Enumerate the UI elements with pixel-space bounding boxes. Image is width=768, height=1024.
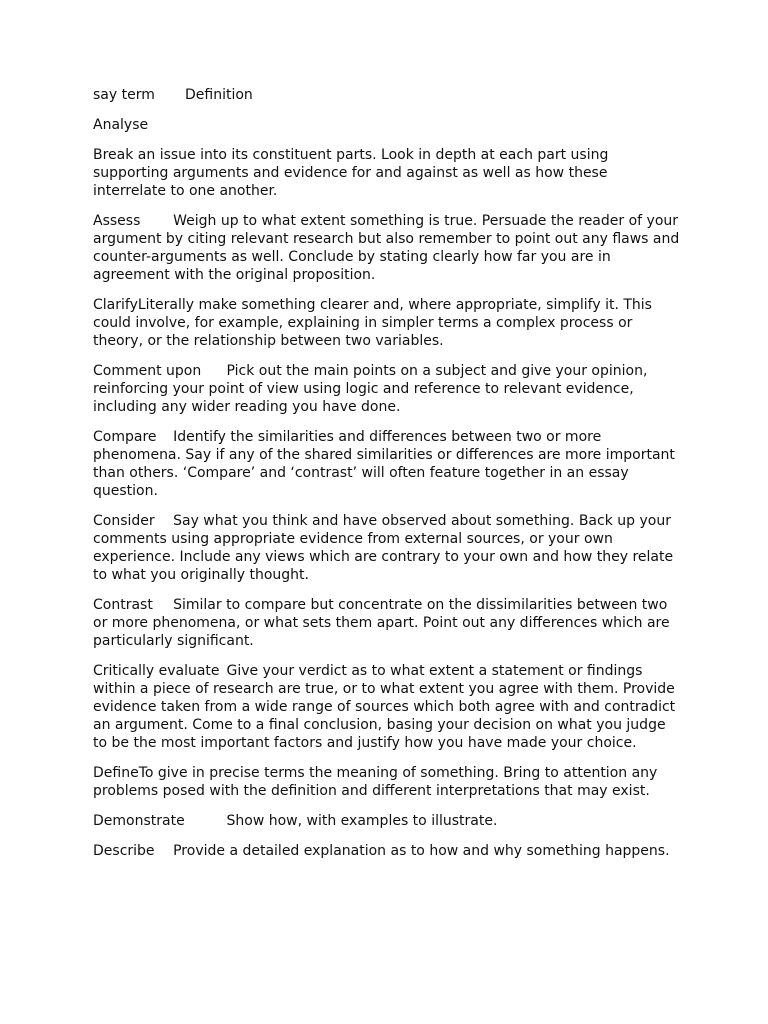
header-definition-label: Definition [185,87,253,103]
paragraph-analyse-definition: Break an issue into its constituent parts. Look in depth at each part using supporting arguments and evidence for and against as well as how these interrelate to one another. [93,147,613,199]
document-page [93,86,683,872]
paragraph-describe: Describe Provide a detailed explanation as to how and why something happens. [93,843,670,859]
header-row [93,86,683,104]
paragraph-define: DefineTo give in precise terms the meaning of something. Bring to attention any problems posed with the definition and different interpretations that may exist. [93,765,662,799]
paragraph-compare: Compare Identify the similarities and differences between two or more phenomena. Say if any of the shared similarities or differences are more important than others. ‘Compare’ and ‘contrast’ will often feature together in an essay question. [93,429,680,499]
paragraph-assess: Assess Weigh up to what extent something is true. Persuade the reader of your argument by citing relevant research but also remember to point out any flaws and counter-arguments as well. Conclude by stating clearly how far you are in agreement with the original proposition. [93,213,684,283]
paragraph-clarify: ClarifyLiterally make something clearer and, where appropriate, simplify it. This could involve, for example, explaining in simpler terms a complex process or theory, or the relationship between two variables. [93,297,657,349]
paragraph-critically-evaluate: Critically evaluate Give your verdict as to what extent a statement or findings within a piece of research are true, or to what extent you agree with them. Provide evidence taken from a wide range of sources which both agree with and contradict an argument. Come to a final conclusion, basing your decision on what you judge to be the most important factors and justify how you have made your choice. [93,663,680,751]
header-term-label: say term [93,87,155,103]
paragraph-contrast: Contrast Similar to compare but concentrate on the dissimilarities between two or more phenomena, or what sets them apart. Point out any differences which are particularly significant. [93,597,675,649]
paragraph-analyse: Analyse [93,117,149,133]
paragraph-consider: Consider Say what you think and have observed about something. Back up your comments using appropriate evidence from external sources, or your own experience. Include any views which are contrary to your own and how they relate to what you originally thought. [93,513,678,583]
paragraph-comment-upon: Comment upon Pick out the main points on a subject and give your opinion, reinforcing your point of view using logic and reference to relevant evidence, including any wider reading you have done. [93,363,652,415]
paragraph-demonstrate: Demonstrate Show how, with examples to illustrate. [93,813,498,829]
